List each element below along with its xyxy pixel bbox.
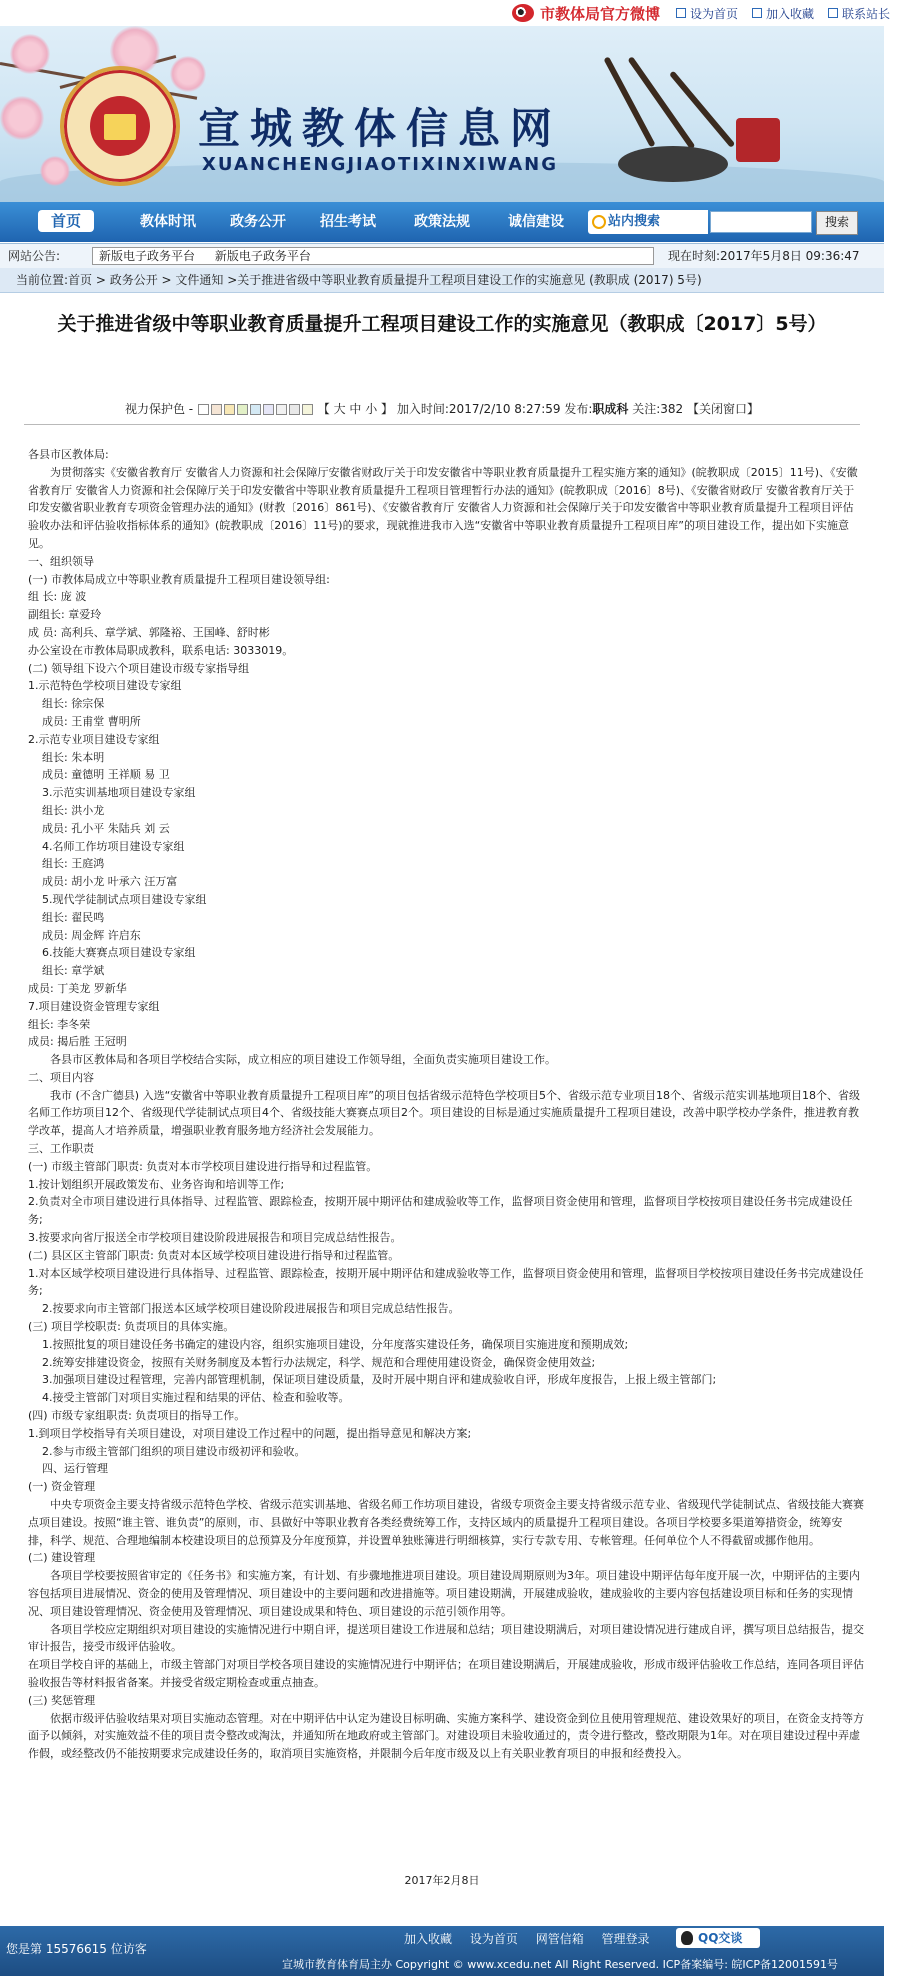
article-paragraph: (一) 资金管理: [28, 1480, 96, 1494]
blossom-decor: [0, 96, 44, 140]
font-size-switch[interactable]: 【 大 中 小 】: [317, 402, 394, 416]
square-icon: [676, 8, 686, 18]
color-swatch[interactable]: [211, 404, 222, 415]
seal-decor: [736, 118, 780, 162]
notice-item[interactable]: 新版电子政务平台: [99, 249, 196, 263]
article-paragraph: 成员: 揭后胜 王冠明: [28, 1035, 127, 1049]
article-paragraph: 4.接受主管部门对项目实施过程和结果的评估、检查和验收等。: [42, 1391, 350, 1405]
article-paragraph: 各县市区教体局和各项目学校结合实际，成立相应的项目建设工作领导组，全面负责实施项目建设工作。: [50, 1053, 556, 1067]
weibo-icon: [512, 4, 534, 22]
copyright: 宣城市教育体育局主办 Copyright © www.xcedu.net All Right Reserved. ICP备案编号: 皖ICP备12001591号: [282, 1958, 838, 1971]
site-logo[interactable]: [60, 66, 180, 186]
article-paragraph: 成员: 周金辉 许启东: [42, 928, 141, 942]
weibo-link[interactable]: [512, 0, 660, 26]
article-paragraph: 成 员: 高利兵、章学斌、郭隆裕、王国峰、舒时彬: [28, 625, 270, 639]
article-paragraph: 3.示范实训基地项目建设专家组: [42, 786, 196, 800]
article-paragraph: 四、运行管理: [42, 1462, 108, 1476]
site-search: [588, 210, 878, 234]
article-paragraph: 副组长: 章爱玲: [28, 608, 102, 622]
visitor-count: 您是第 15576615 位访客: [6, 1942, 147, 1956]
article-paragraph: 2.负责对全市项目建设进行具体指导、过程监管、跟踪检查，按期开展中期评估和建成验收等工作，监督项目资金使用和管理，监督项目学校按项目建设任务书完成建设任务;: [28, 1195, 853, 1227]
article-paragraph: 三、工作职责: [28, 1142, 94, 1156]
article-paragraph: 成员: 丁美龙 罗新华: [28, 981, 127, 995]
article-paragraph: 6.技能大赛赛点项目建设专家组: [42, 946, 196, 960]
article-paragraph: (四) 市级专家组职责: 负责项目的指导工作。: [28, 1409, 246, 1423]
article-paragraph: 成员: 童德明 王祥顺 易 卫: [42, 768, 170, 782]
brush-decor: [603, 56, 655, 147]
article-paragraph: 组长: 王庭鸿: [42, 857, 105, 871]
clock-text: 现在时刻:2017年5月8日 09:36:47: [668, 249, 860, 263]
article-paragraph: 组长: 朱本明: [42, 750, 105, 764]
color-swatch[interactable]: [224, 404, 235, 415]
footer: [0, 1926, 884, 1976]
article-paragraph: 办公室设在市教体局职成教科，联系电话: 3033019。: [28, 643, 294, 657]
article-paragraph: 在项目学校自评的基础上，市级主管部门对项目学校各项目建设的实施情况进行中期评估；在项目建设期满后，开展建成验收，形成市级评估验收工作总结，连同各项目评估验收报告等材料报省备案。并接受省级定期检查或重点抽查。: [28, 1658, 864, 1689]
search-button[interactable]: 搜索: [816, 211, 858, 235]
notice-label: 网站公告:: [8, 249, 61, 263]
search-label: 站内搜索: [588, 210, 708, 234]
nav-item-integrity[interactable]: 诚信建设: [508, 214, 564, 230]
color-swatch[interactable]: [250, 404, 261, 415]
color-swatches: [197, 402, 314, 416]
brush-decor: [627, 56, 695, 150]
add-favorite-link[interactable]: 加入收藏: [752, 5, 814, 22]
main-nav: [0, 202, 884, 242]
site-pinyin: XUANCHENGJIAOTIXINXIWANG: [202, 154, 558, 175]
article-paragraph: 中央专项资金主要支持省级示范特色学校、省级示范实训基地、省级名师工作坊项目建设，省级专项资金主要支持省级示范专业、省级现代学徒制试点、省级技能大赛赛点项目建设。按照“谁主管、谁负责”的原则，市、县做好中等职业教育各类经费统筹工作，支持区域内的质量提升工程项目建设。各项目学校要多渠道筹措资金，统筹安排，科学、规范、合理地编制本校建设项目的总预算及分年度预算，并设置单独账簿进行明细核算，实行专款专用、专帐管理。任何单位个人不得截留或挪作他用。: [28, 1498, 864, 1547]
article-paragraph: 1.到项目学校指导有关项目建设，对项目建设工作过程中的问题，提出指导意见和解决方案;: [28, 1426, 472, 1440]
blossom-decor: [170, 56, 206, 92]
square-icon: [828, 8, 838, 18]
article-title: 关于推进省级中等职业教育质量提升工程项目建设工作的实施意见（教职成〔2017〕5号）: [57, 313, 827, 335]
weibo-text: 市教体局官方微博: [540, 4, 661, 23]
article-paragraph: 2.按要求向市主管部门报送本区域学校项目建设阶段进展报告和项目完成总结性报告。: [42, 1302, 460, 1316]
article-paragraph: 成员: 王甫堂 曹明所: [42, 714, 141, 728]
breadcrumb-text[interactable]: 当前位置:首页 > 政务公开 > 文件通知 >关于推进省级中等职业教育质量提升工程项目建设工作的实施意见 (教职成 (2017) 5号): [16, 273, 702, 287]
article-paragraph: 组 长: 庞 波: [28, 590, 87, 604]
color-swatch[interactable]: [302, 404, 313, 415]
color-swatch[interactable]: [276, 404, 287, 415]
article-paragraph: 组长: 章学斌: [42, 964, 105, 978]
publish-time: 加入时间:2017/2/10 8:27:59 发布:: [396, 402, 593, 416]
article-paragraph: 二、项目内容: [28, 1070, 94, 1084]
footer-link-login[interactable]: 管理登录: [601, 1932, 650, 1946]
search-icon: [592, 215, 606, 229]
article-paragraph: 1.对本区域学校项目建设进行具体指导、过程监管、跟踪检查，按期开展中期评估和建成验收等工作，监督项目资金使用和管理，监督项目学校按项目建设任务书完成建设任务;: [28, 1266, 864, 1298]
article-paragraph: (一) 市教体局成立中等职业教育质量提升工程项目建设领导组:: [28, 572, 330, 586]
color-swatch[interactable]: [263, 404, 274, 415]
article-paragraph: 各县市区教体局:: [28, 448, 109, 461]
article-paragraph: 3.按要求向省厅报送全市学校项目建设阶段进展报告和项目完成总结性报告。: [28, 1231, 402, 1245]
notice-marquee: [92, 247, 654, 265]
footer-link-favorite[interactable]: 加入收藏: [404, 1932, 453, 1946]
qq-icon: [681, 1931, 693, 1945]
nav-item-policy[interactable]: 政策法规: [414, 214, 470, 230]
nav-item-exam[interactable]: 招生考试: [320, 214, 376, 230]
article-paragraph: 依据市级评估验收结果对项目实施动态管理。对在中期评估中认定为建设目标明确、实施方案科学、建设资金到位且使用管理规范、建设效果好的项目，在资金支持等方面予以倾斜，对实施效益不佳的项目责令整改或淘汰，并通知所在地政府或主管部门。对建设项目未验收通过的，责令进行整改，整改期限为1年。对在项目建设过程中弄虚作假，或经整改仍不能按期要求完成建设任务的，取消项目实施资格，并限制今后年度市级及以上有关职业教育项目的申报和经费投入。: [28, 1711, 864, 1761]
nav-item-news[interactable]: 教体时讯: [140, 214, 196, 230]
footer-link-mail[interactable]: 网管信箱: [535, 1932, 584, 1946]
article-paragraph: 我市 (不含广德县) 入选“安徽省中等职业教育质量提升工程项目库”的项目包括省级示范特色学校项目5个、省级示范专业项目18个、省级示范实训基地项目18个、省级名师工作坊项目12个、省级现代学徒制试点项目4个、省级技能大赛赛点项目2个。项目建设的目标是通过实施质量提升工程项目建设，改善中职学校办学条件，推进教育教学改革，提高人才培养质量，增强职业教育服务地方经济社会发展能力。: [28, 1088, 860, 1138]
article-paragraph: 2.示范专业项目建设专家组: [28, 732, 160, 746]
search-input[interactable]: [710, 211, 812, 233]
article-paragraph: 1.按计划组织开展政策发布、业务咨询和培训等工作;: [28, 1177, 285, 1191]
article-paragraph: 组长: 徐宗保: [42, 697, 105, 711]
site-banner: [0, 26, 884, 202]
footer-link-homepage[interactable]: 设为首页: [469, 1932, 518, 1946]
article-meta: [0, 400, 884, 417]
view-count: 关注:382: [632, 402, 684, 416]
article-paragraph: 各项目学校要按照省审定的《任务书》和实施方案，有计划、有步骤地推进项目建设。项目建设周期原则为3年。项目建设中期评估每年度开展一次，中期评估的主要内容包括项目进展情况、资金的使用及管理情况、项目建设中的主要问题和改进措施等。项目建设期满，开展建成验收，建成验收的主要内容包括建设项目标和任务的实现情况、项目建设管理情况、资金使用及管理情况、项目建设成果和特色、项目建设的示范引领作用等。: [28, 1569, 860, 1618]
site-title: 宣城教体信息网: [198, 104, 563, 153]
article-paragraph: (三) 项目学校职责: 负责项目的具体实施。: [28, 1320, 235, 1334]
blossom-decor: [40, 156, 70, 186]
article-body: [28, 446, 864, 1763]
breadcrumb: [0, 268, 884, 293]
footer-links: [404, 1930, 664, 1947]
article-paragraph: 2.统筹安排建设资金，按照有关财务制度及本暂行办法规定，科学、规范和合理使用建设资金，确保资金使用效益;: [42, 1355, 596, 1369]
article-paragraph: 各项目学校应定期组织对项目建设的实施情况进行中期自评，提送项目建设工作进展和总结；项目建设期满后，对项目建设情况进行建成自评，撰写项目总结报告，提交审计报告，接受市级评估验收。: [28, 1622, 864, 1654]
color-swatch[interactable]: [237, 404, 248, 415]
square-icon: [752, 8, 762, 18]
article-paragraph: 组长: 李冬荣: [28, 1017, 91, 1031]
article-paragraph: 4.名师工作坊项目建设专家组: [42, 839, 185, 853]
top-links: [676, 0, 904, 26]
article-paragraph: 1.示范特色学校项目建设专家组: [28, 679, 182, 693]
inkstone-decor: [618, 146, 728, 182]
article-paragraph: 7.项目建设资金管理专家组: [28, 999, 160, 1013]
color-swatch[interactable]: [289, 404, 300, 415]
article-paragraph: 2.参与市级主管部门组织的项目建设市级初评和验收。: [42, 1444, 306, 1458]
protect-color-label: 视力保护色 -: [124, 402, 194, 416]
qq-chat-button[interactable]: QQ交谈: [676, 1928, 760, 1948]
brush-decor: [669, 71, 735, 148]
blossom-decor: [10, 34, 50, 74]
article-paragraph: 组长: 翟民鸣: [42, 910, 105, 924]
notice-item[interactable]: 新版电子政务平台: [214, 249, 311, 263]
color-swatch[interactable]: [198, 404, 209, 415]
book-icon: [104, 114, 136, 140]
article-paragraph: (一) 市级主管部门职责: 负责对本市学校项目建设进行指导和过程监管。: [28, 1159, 378, 1173]
notice-bar: [0, 243, 884, 269]
top-strip: [0, 0, 891, 26]
article-paragraph: (二) 建设管理: [28, 1551, 96, 1565]
article-paragraph: 为贯彻落实《安徽省教育厅 安徽省人力资源和社会保障厅安徽省财政厅关于印发安徽省中等职业教育质量提升工程实施方案的通知》(皖教职成〔2015〕11号)、《安徽省教育厅 安徽省人力资源和社会保障厅关于印发安徽省中等职业教育质量提升工程项目管理暂行办法的通知》(皖教职成〔2016〕8号)、《安徽省财政厅 安徽省教育厅关于印发安徽省职业教育专项资金管理办法的通知》(财教〔2016〕861号)、《安徽省教育厅 安徽省人力资源和社会保障厅关于印发安徽省中等职业教育质量提升工程项目评估验收办法和评估验收指标体系的通知》(皖教职成〔2016〕11号)的要求，现就推进我市入选“安徽省中等职业教育质量提升工程项目库”的项目建设工作，提出如下实施意见。: [28, 465, 858, 550]
close-window-link[interactable]: 【关闭窗口】: [687, 402, 760, 416]
contact-admin-link[interactable]: 联系站长: [828, 5, 890, 22]
article-paragraph: 组长: 洪小龙: [42, 803, 105, 817]
publisher: 职成科: [592, 402, 629, 416]
article-paragraph: 成员: 孔小平 朱陆兵 刘 云: [42, 821, 170, 835]
article-paragraph: 1.按照批复的项目建设任务书确定的建设内容，组织实施项目建设，分年度落实建设任务，确保项目实施进度和预期成效;: [42, 1337, 629, 1351]
article-date: 2017年2月8日: [404, 1874, 480, 1887]
divider: [24, 424, 860, 425]
article-paragraph: (二) 领导组下设六个项目建设市级专家指导组: [28, 661, 250, 675]
article-paragraph: 成员: 胡小龙 叶承六 汪万富: [42, 875, 178, 889]
article-paragraph: 3.加强项目建设过程管理，完善内部管理机制，保证项目建设质量，及时开展中期自评和建成验收自评，形成年度报告，上报上级主管部门;: [42, 1373, 717, 1387]
nav-item-gov[interactable]: 政务公开: [230, 214, 286, 230]
nav-home[interactable]: 首页: [38, 210, 94, 232]
set-homepage-link[interactable]: 设为首页: [676, 5, 738, 22]
article-paragraph: (三) 奖惩管理: [28, 1693, 96, 1707]
article-paragraph: 一、组织领导: [28, 554, 94, 568]
article-paragraph: 5.现代学徒制试点项目建设专家组: [42, 892, 207, 906]
article-paragraph: (二) 县区区主管部门职责: 负责对本区域学校项目建设进行指导和过程监管。: [28, 1248, 400, 1262]
